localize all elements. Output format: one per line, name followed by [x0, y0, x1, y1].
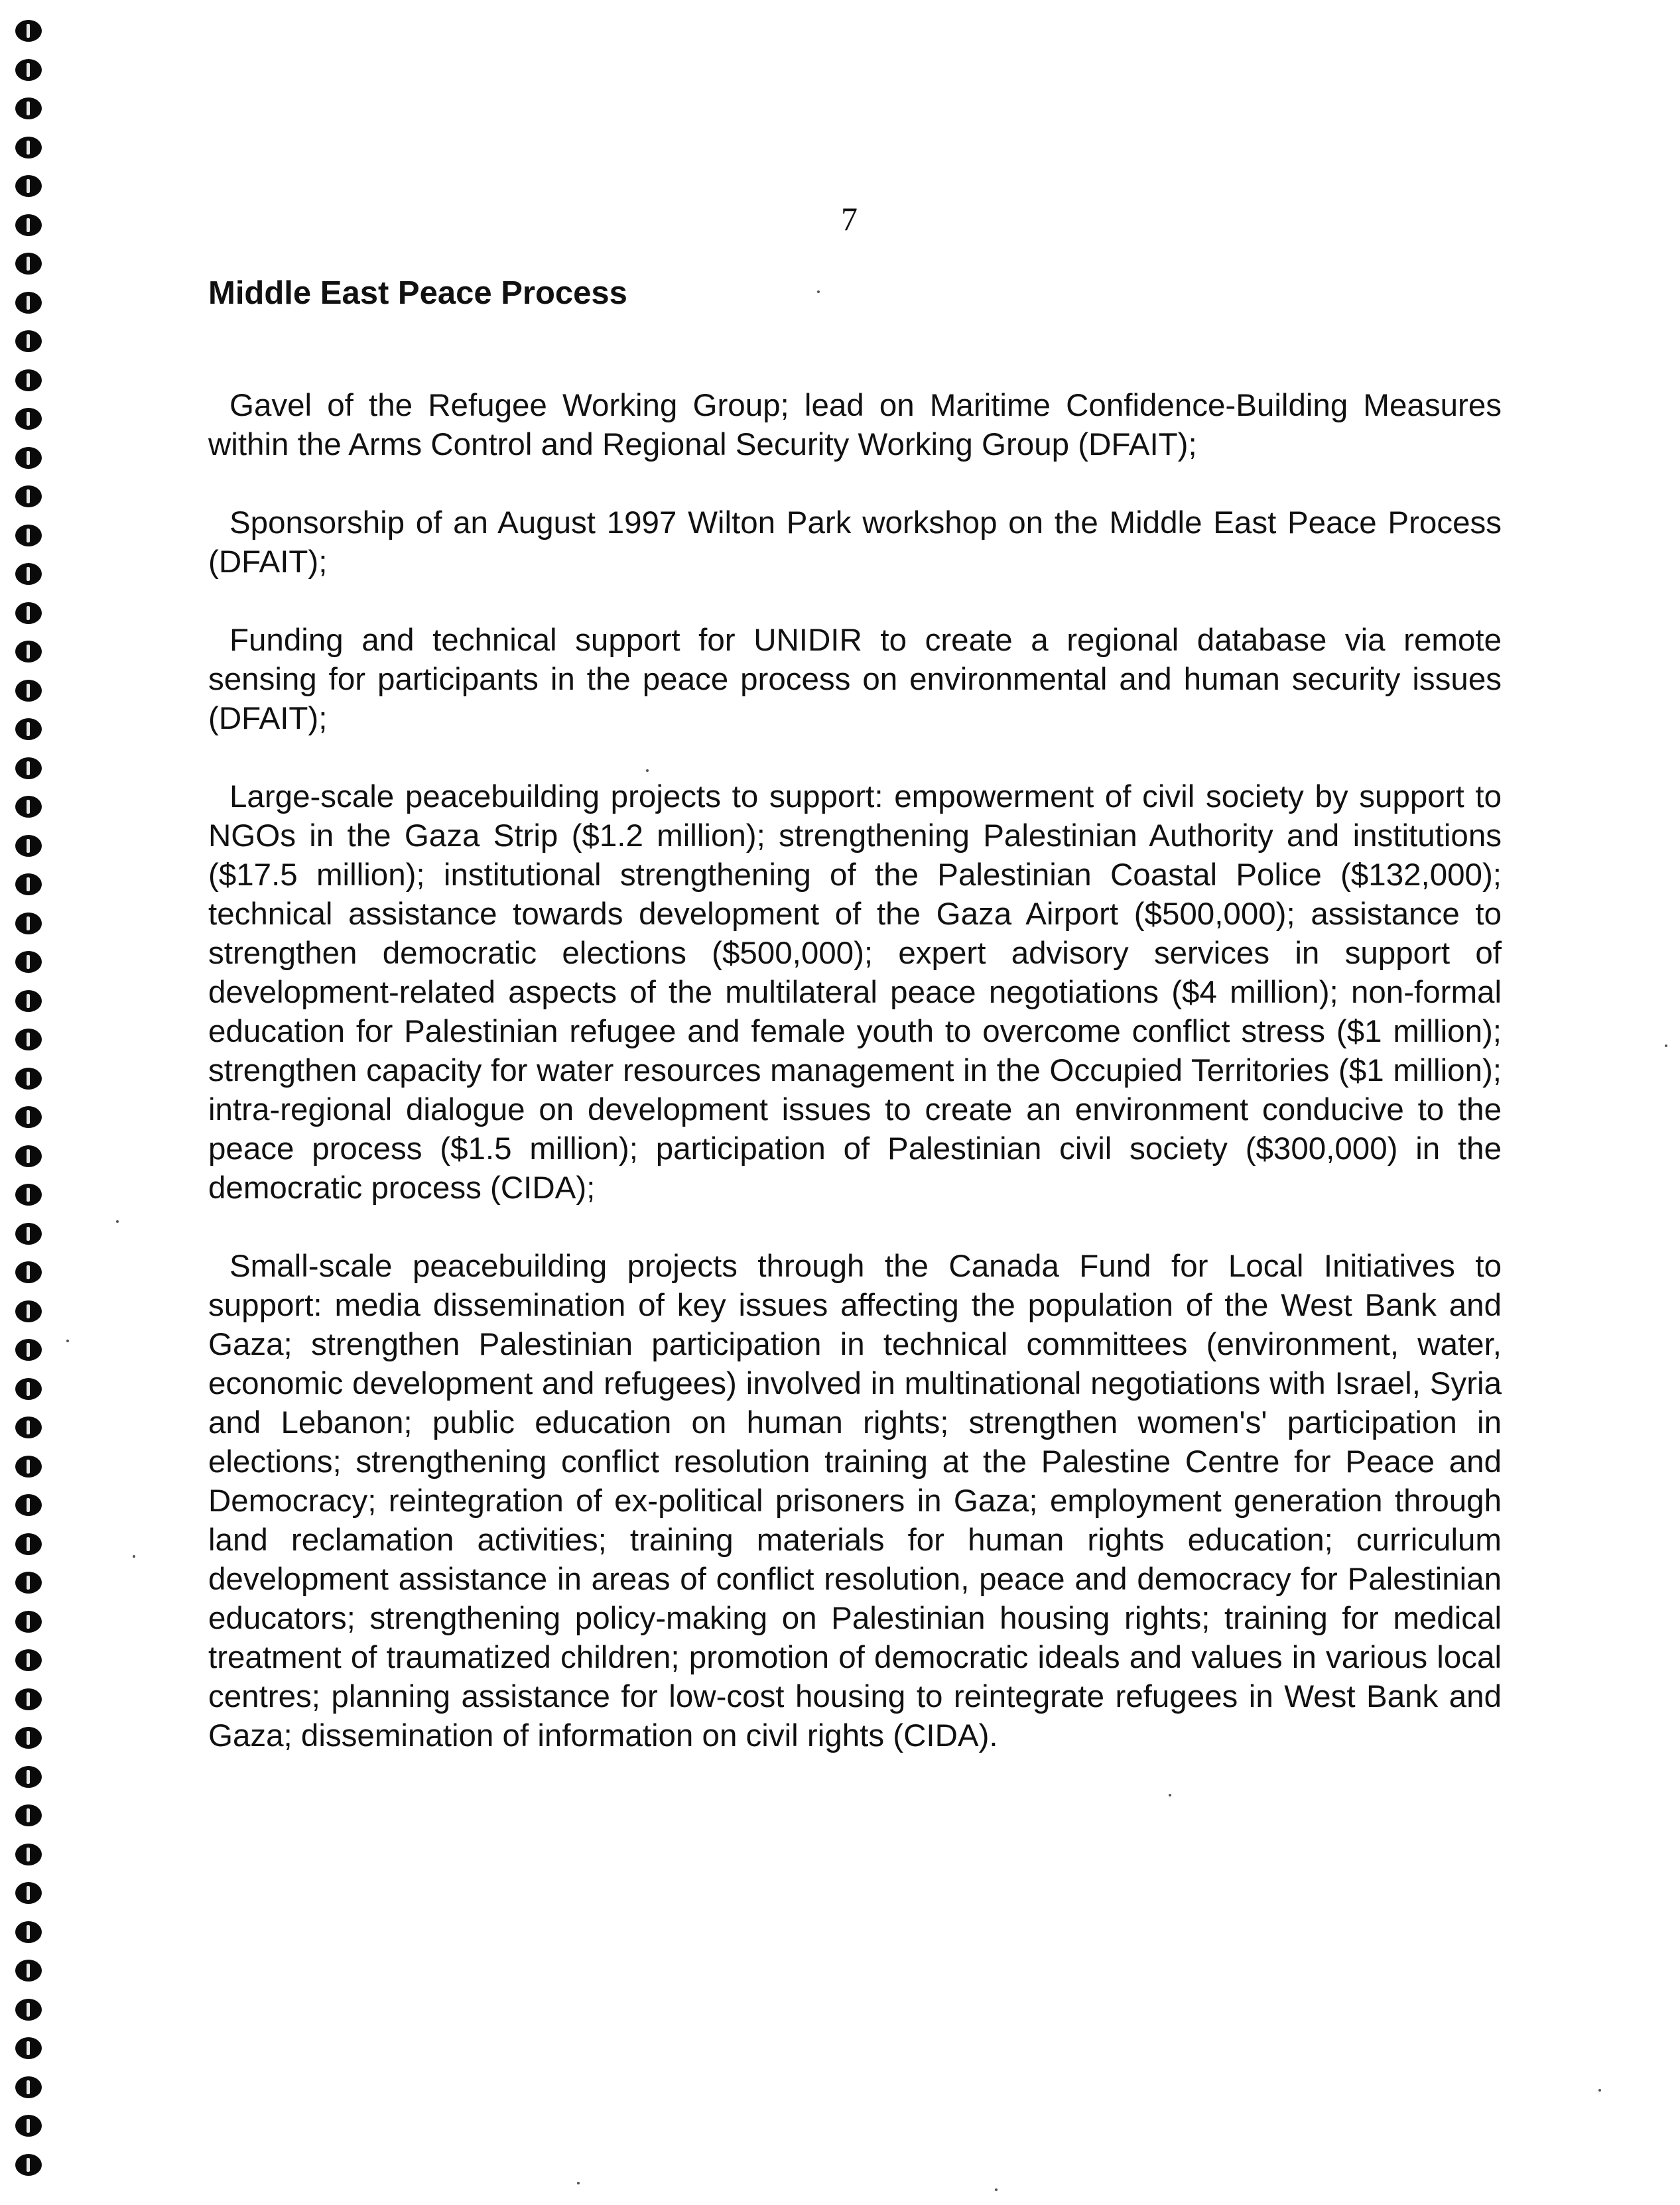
binding-hole: [15, 835, 42, 857]
binding-hole: [15, 369, 42, 391]
scan-speck: [133, 1555, 135, 1558]
spiral-binding-holes: [12, 20, 46, 2202]
binding-hole: [15, 563, 42, 585]
binding-hole: [15, 1844, 42, 1865]
binding-hole: [15, 1029, 42, 1050]
binding-hole: [15, 1223, 42, 1245]
binding-hole: [15, 1804, 42, 1826]
binding-hole: [15, 253, 42, 275]
binding-hole: [15, 641, 42, 662]
paragraph-small-scale-projects: Small-scale peacebuilding projects through the Canada Fund for Local Initiatives to support: media dissemination of key issues affecting the population of the West Bank and Gaza; strengthen Palestinian participation in technical committees (environment, water, economic development and refugees) involved in multinational negotiations with Israel, Syria and Lebanon; public education on human rights; strengthen women's' participation in elections; strengthening conflict resolution training at the Palestine Centre for Peace and Democracy; reintegration of ex-political prisoners in Gaza; employment generation through land reclamation activities; training materials for human rights education; curriculum development assistance in areas of conflict resolution, peace and democracy for Palestinian educators; strengthening policy-making on Palestinian housing rights; training for medical treatment of traumatized children; promotion of democratic ideals and values in various local centres; planning assistance for low-cost housing to reintegrate refugees in West Bank and Gaza; dissemination of information on civil rights (CIDA).: [208, 1249, 1502, 1753]
binding-hole: [15, 447, 42, 469]
binding-hole: [15, 1999, 42, 2021]
binding-hole: [15, 214, 42, 236]
binding-hole: [15, 525, 42, 546]
binding-hole: [15, 330, 42, 352]
scan-speck: [116, 1220, 119, 1223]
binding-hole: [15, 873, 42, 895]
binding-hole: [15, 796, 42, 818]
binding-hole: [15, 1766, 42, 1788]
scan-speck: [577, 2182, 580, 2184]
binding-hole: [15, 1300, 42, 1322]
binding-hole: [15, 1106, 42, 1128]
binding-hole: [15, 59, 42, 81]
binding-hole: [15, 408, 42, 430]
binding-hole: [15, 2076, 42, 2098]
binding-hole: [15, 1960, 42, 1982]
scan-speck: [995, 2188, 998, 2191]
binding-hole: [15, 1339, 42, 1361]
binding-hole: [15, 1921, 42, 1943]
binding-hole: [15, 757, 42, 779]
binding-hole: [15, 2115, 42, 2137]
paragraph-wilton-park-workshop: Sponsorship of an August 1997 Wilton Park workshop on the Middle East Peace Process (DFAIT);: [208, 505, 1502, 580]
binding-hole: [15, 1184, 42, 1206]
binding-hole: [15, 1882, 42, 1904]
binding-hole: [15, 990, 42, 1012]
scan-speck: [1598, 2089, 1601, 2092]
paragraph-unidir-funding: Funding and technical support for UNIDIR to create a regional database via remote sensing for participants in the peace process on environmental and human security issues (DFAIT);: [208, 623, 1502, 736]
scan-speck: [646, 769, 649, 772]
binding-hole: [15, 2154, 42, 2176]
scan-speck: [1665, 1044, 1667, 1047]
binding-hole: [15, 175, 42, 197]
binding-hole: [15, 1417, 42, 1438]
binding-hole: [15, 1494, 42, 1516]
binding-hole: [15, 1727, 42, 1749]
binding-hole: [15, 951, 42, 973]
paragraph-refugee-working-group: Gavel of the Refugee Working Group; lead on Maritime Confidence-Building Measures within the Arms Control and Regional Security Working Group (DFAIT);: [208, 388, 1502, 462]
binding-hole: [15, 1533, 42, 1555]
scan-speck: [817, 290, 820, 293]
binding-hole: [15, 718, 42, 740]
binding-hole: [15, 602, 42, 624]
binding-hole: [15, 1688, 42, 1710]
binding-hole: [15, 1572, 42, 1594]
binding-hole: [15, 1261, 42, 1283]
binding-hole: [15, 1145, 42, 1167]
binding-hole: [15, 1456, 42, 1478]
binding-hole: [15, 1068, 42, 1090]
binding-hole: [15, 137, 42, 158]
scan-speck: [66, 1340, 69, 1342]
binding-hole: [15, 1611, 42, 1633]
binding-hole: [15, 97, 42, 119]
section-title: Middle East Peace Process: [208, 275, 627, 311]
binding-hole: [15, 680, 42, 702]
page-number: 7: [841, 200, 858, 237]
binding-hole: [15, 913, 42, 934]
binding-hole: [15, 292, 42, 314]
binding-hole: [15, 1378, 42, 1400]
body-text: [208, 386, 1502, 1795]
binding-hole: [15, 20, 42, 42]
scan-speck: [1169, 1794, 1171, 1796]
binding-hole: [15, 485, 42, 507]
binding-hole: [15, 2037, 42, 2059]
binding-hole: [15, 1649, 42, 1671]
paragraph-large-scale-projects: Large-scale peacebuilding projects to support: empowerment of civil society by support to NGOs in the Gaza Strip ($1.2 million); strengthening Palestinian Authority and institutions ($17.5 million); institutional strengthening of the Palestinian Coastal Police ($132,000); technical assistance towards development of the Gaza Airport ($500,000); assistance to strengthen democratic elections ($500,000); expert advisory services in support of development-related aspects of the multilateral peace negotiations ($4 million); non-formal education for Palestinian refugee and female youth to overcome conflict stress ($1 million); strengthen capacity for water resources management in the Occupied Territories ($1 million); intra-regional dialogue on development issues to create an environment conducive to the peace process ($1.5 million); participation of Palestinian civil society ($300,000) in the democratic process (CIDA);: [208, 779, 1502, 1206]
